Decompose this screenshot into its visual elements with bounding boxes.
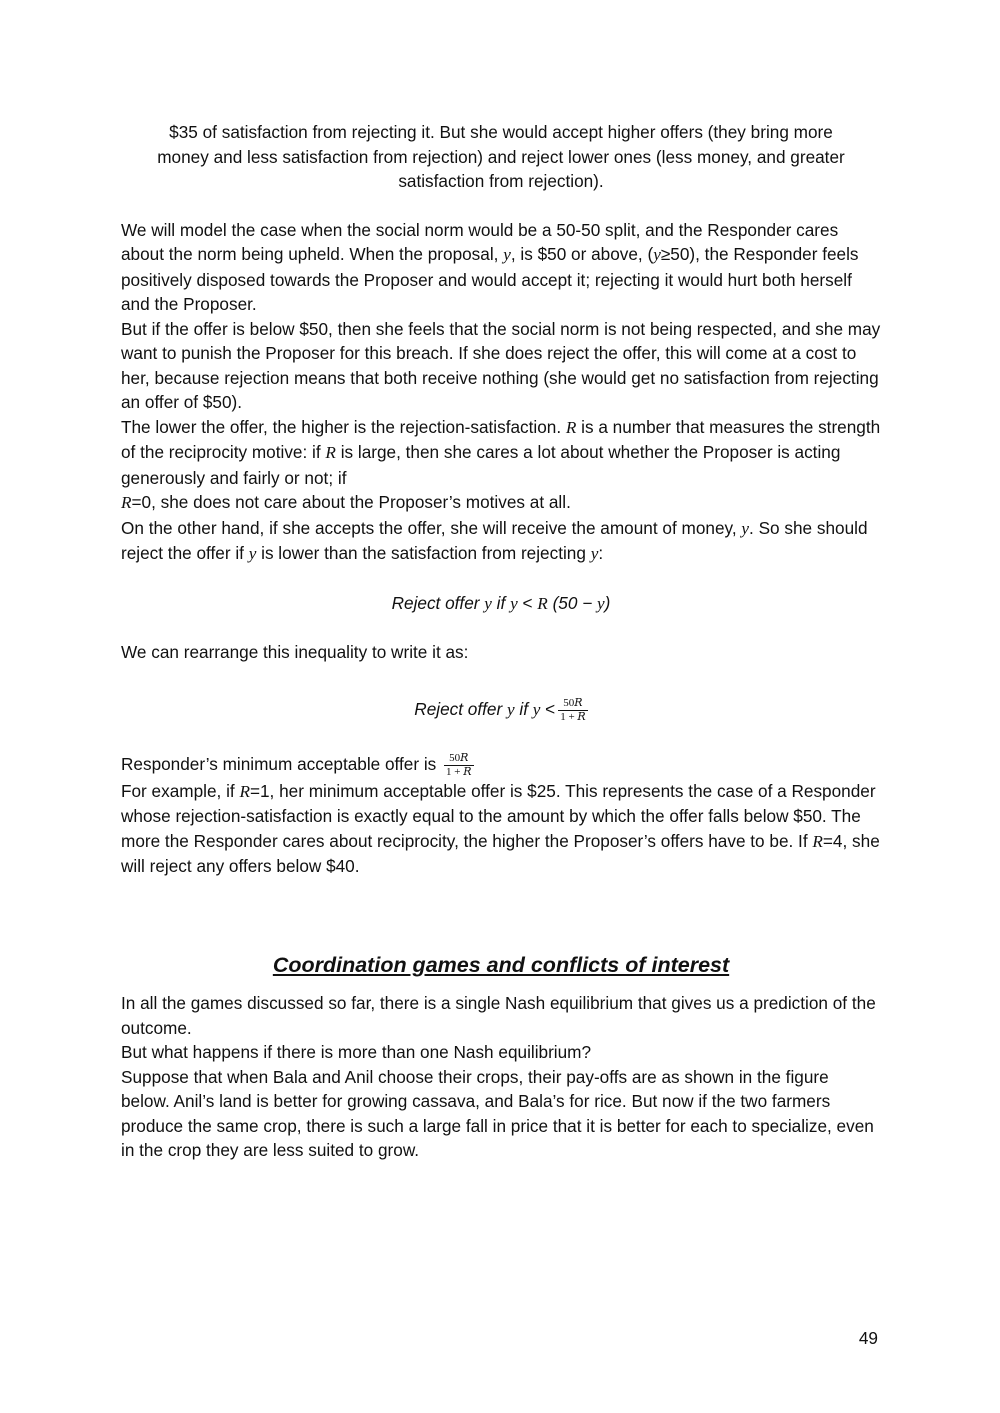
intro-line-1: $35 of satisfaction from rejecting it. But she would accept higher offers (they bring more xyxy=(169,122,833,142)
var-y: y xyxy=(248,544,257,563)
intro-line-3: satisfaction from rejection). xyxy=(398,171,604,191)
var-y: y xyxy=(653,245,661,264)
paragraph-accept-offer: On the other hand, if she accepts the offer, she will receive the amount of money, y. So she should reject the offer if y is lower than the satisfaction from rejecting y: xyxy=(121,517,868,563)
var-y: y xyxy=(503,245,511,264)
var-r: R xyxy=(565,417,577,437)
fraction: $\frac{\text{50𝑅}}{\text{1 + 𝑅}}$ xyxy=(560,696,586,723)
var-r: R xyxy=(812,831,823,851)
paragraph-minimum-offer: Responder’s minimum acceptable offer is $\frac{\text{50𝑅}}{\text{1 + 𝑅}}$ xyxy=(121,751,472,778)
paragraph-crops: Suppose that when Bala and Anil choose their crops, their pay-offs are as shown in the figure below. Anil’s land is better for growing cassava, and Bala’s for rice. But now if the two farmers produce the same crop, there is such a large fall in price that it is better for each to specialize, even in the crop they are less suited to grow. xyxy=(121,1066,874,1160)
page-number: 49 xyxy=(858,1328,878,1348)
fraction: $\frac{\text{50𝑅}}{\text{1 + 𝑅}}$ xyxy=(446,751,472,778)
var-r: R xyxy=(325,443,336,462)
var-y: y xyxy=(590,544,599,563)
paragraph-single-equilibrium: In all the games discussed so far, there is a single Nash equilibrium that gives us a prediction of the outcome. xyxy=(121,993,876,1038)
var-r: R xyxy=(121,493,132,512)
paragraph-below-50: But if the offer is below $50, then she feels that the social norm is not being respected, and she may want to punish the Proposer for this breach. If she does reject the offer, this will come at a cost to her, because rejection means that both receive nothing (she would get no satisfaction from rejecting an offer of $50). xyxy=(121,318,881,412)
paragraph-social-norm: We will model the case when the social norm would be a 50-50 split, and the Responder cares about the norm being upheld. When the proposal, y, is $50 or above, (y≥50), the Responder feels positively disposed towards the Proposer and would accept it; rejecting it would hurt both herself and the Proposer. xyxy=(121,219,859,314)
var-r: R xyxy=(239,781,250,801)
paragraph-more-than-one: But what happens if there is more than one Nash equilibrium? xyxy=(121,1042,592,1062)
paragraph-example: For example, if R=1, her minimum acceptable offer is $25. This represents the case of a Responder whose rejection-satisfaction is exactly equal to the amount by which the offer falls below $50. The more the Responder cares about reciprocity, the higher the Proposer’s offers have to be. If R=4, she will reject any offers below $40. xyxy=(121,780,880,876)
equation-rearranged: Reject offer y if y < $\frac{\text{50𝑅}}{\text{1 + 𝑅}}$ xyxy=(414,696,586,723)
paragraph-rearrange: We can rearrange this inequality to write it as: xyxy=(121,642,469,662)
paragraph-r-zero: R=0, she does not care about the Proposer’s motives at all. xyxy=(121,492,571,512)
paragraph-reciprocity: The lower the offer, the higher is the rejection-satisfaction. R is a number that measures the strength of the reciprocity motive: if R is large, then she cares a lot about whether the Proposer is acting generously and fairly or not; if xyxy=(121,416,881,488)
intro-line-2: money and less satisfaction from rejection) and reject lower ones (less money, and greater xyxy=(157,146,845,167)
section-heading: Coordination games and conflicts of interest xyxy=(272,952,730,977)
var-y: y xyxy=(741,518,750,538)
equation-reject-offer: Reject offer y if y < R (50 − y) xyxy=(391,592,611,613)
page-body xyxy=(121,120,881,1163)
intro-paragraph xyxy=(121,120,881,194)
